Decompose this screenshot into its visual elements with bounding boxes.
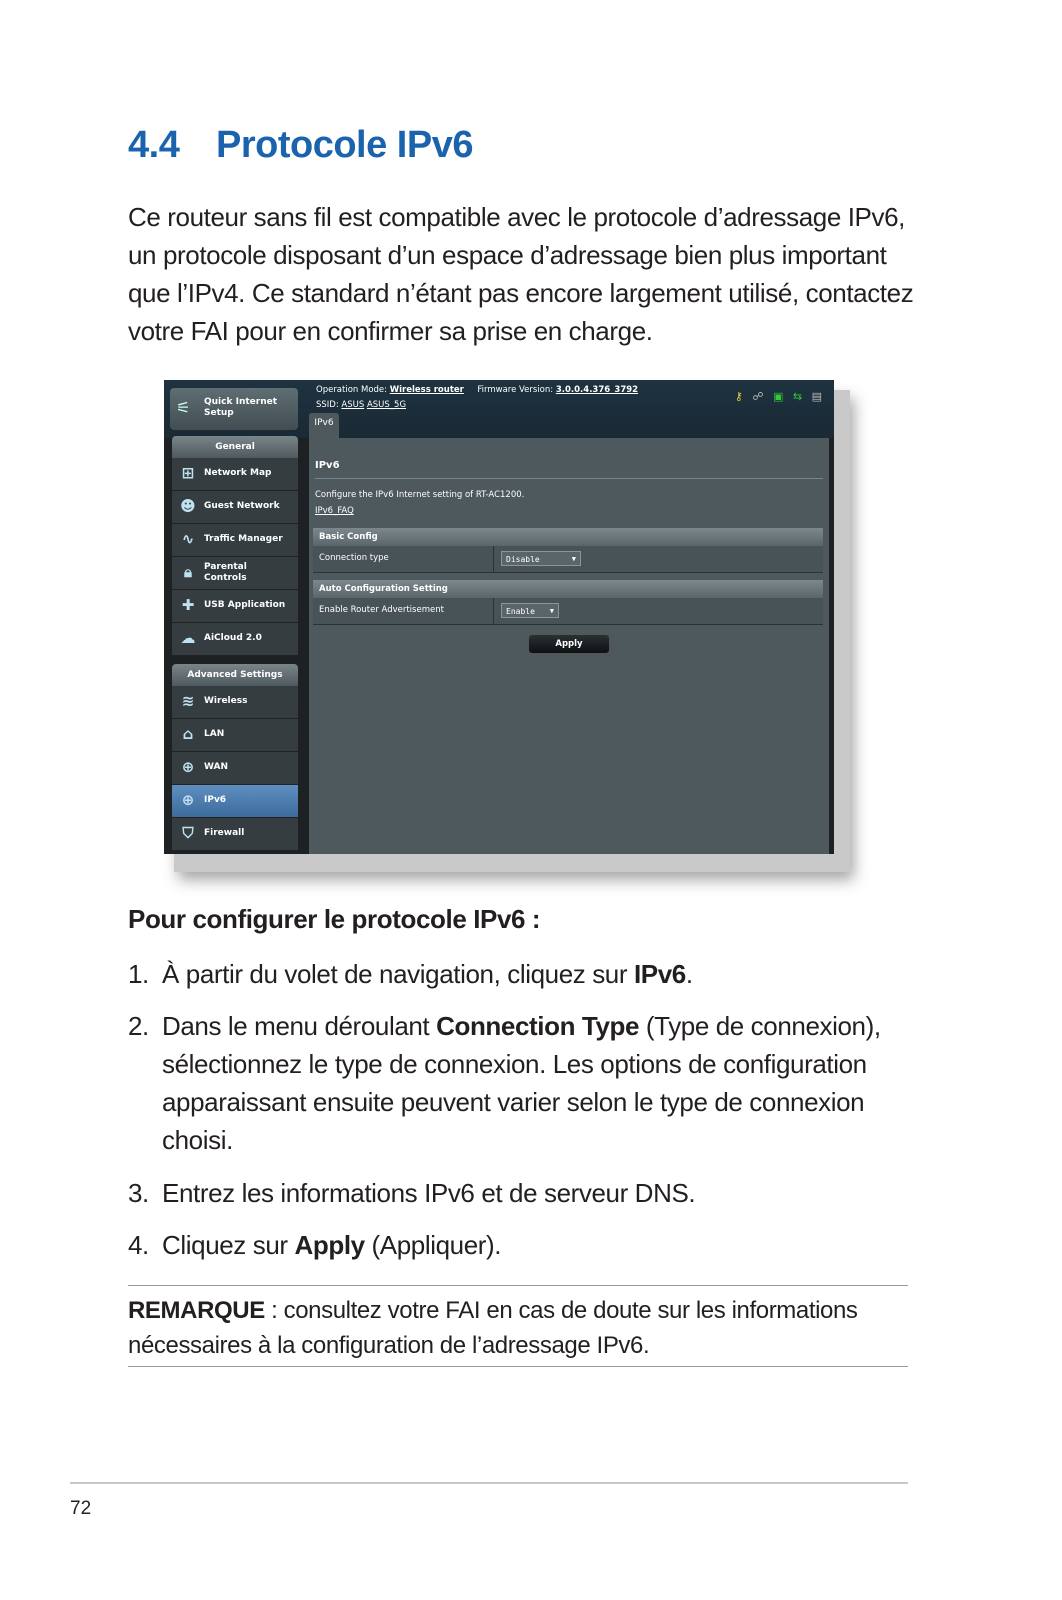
section-number: 4.4 [128, 124, 180, 166]
step-1 [128, 955, 918, 993]
globe-icon: ⊕ [181, 791, 195, 809]
menu-label: Firewall [204, 828, 245, 838]
menu-label: USB Application [204, 600, 286, 610]
step-3 [128, 1174, 918, 1212]
menu-label: Guest Network [204, 501, 280, 511]
traffic-manager-icon: ∿ [181, 530, 195, 548]
step-text: Cliquez sur [162, 1230, 295, 1260]
note-top-rule [128, 1285, 908, 1286]
wand-icon: ⚟ [176, 398, 191, 417]
router-advertisement-value: Enable [506, 607, 535, 616]
operation-mode [316, 385, 638, 395]
shield-icon: ⛉ [182, 824, 194, 842]
menu-label: Network Map [204, 468, 272, 478]
note-label: REMARQUE [128, 1297, 265, 1324]
connection-type-row [313, 546, 823, 573]
lock-icon: 🔒︎ [184, 563, 192, 581]
sidebar-item-wan[interactable] [172, 752, 298, 785]
sidebar-item-aicloud[interactable] [172, 623, 298, 656]
cloud-icon: ☁ [180, 629, 196, 647]
row-divider [493, 598, 494, 624]
ssid-2g[interactable]: ASUS [341, 400, 365, 410]
sidebar-item-firewall[interactable] [172, 818, 298, 851]
note-bottom-rule [128, 1366, 908, 1367]
wifi-icon: ≋ [181, 692, 195, 710]
connection-icon[interactable]: ▣ [772, 390, 784, 403]
panel-divider [315, 478, 823, 479]
step-text: . [685, 959, 693, 989]
menu-label: Wireless [204, 696, 248, 706]
router-screenshot [164, 380, 834, 854]
router-advertisement-row [313, 598, 823, 625]
ipv6-settings-panel [309, 438, 829, 854]
note-text: : consultez votre FAI en cas de doute sur les informations nécessaires à la configuration de l’adressage IPv6. [128, 1297, 858, 1359]
step-text: (Appliquer). [364, 1230, 502, 1260]
sidebar-item-guest-network[interactable] [172, 491, 298, 524]
step-text: Dans le menu déroulant [162, 1011, 437, 1041]
ssid-5g[interactable]: ASUS_5G [366, 400, 407, 410]
auto-configuration-header: Auto Configuration Setting [313, 580, 823, 598]
menu-label: Controls [204, 573, 247, 583]
router-advertisement-label: Enable Router Advertisement [319, 605, 444, 615]
general-header: General [172, 436, 298, 458]
connection-type-label: Connection type [319, 553, 389, 563]
page-number: 72 [70, 1498, 92, 1519]
step-number: 1. [128, 959, 149, 989]
network-map-icon: ⊞ [181, 464, 195, 482]
firmware-link[interactable]: 3.0.0.4.376_3792 [555, 385, 639, 395]
footer-rule [70, 1482, 908, 1484]
quick-internet-setup-button[interactable] [170, 388, 298, 430]
apply-button[interactable]: Apply [528, 634, 610, 654]
guest-network-icon: ☻ [180, 497, 196, 515]
section-title: Protocole IPv6 [216, 124, 473, 166]
connection-type-select[interactable] [501, 551, 581, 566]
note-box [128, 1293, 908, 1363]
key-icon[interactable]: ⚷ [734, 390, 743, 403]
menu-label: Traffic Manager [204, 534, 283, 544]
step-4 [128, 1226, 918, 1264]
menu-label: IPv6 [204, 795, 227, 805]
home-icon: ⌂ [182, 725, 194, 743]
printer-icon[interactable]: ▤ [811, 390, 822, 403]
quick-setup-line-2: Setup [204, 408, 234, 418]
ipv6-faq-link[interactable]: IPv6_FAQ [315, 506, 354, 516]
advanced-settings-header: Advanced Settings [172, 664, 298, 686]
quick-setup-line-1: Quick Internet [204, 397, 278, 407]
menu-label: AiCloud 2.0 [204, 633, 262, 643]
step-number: 3. [128, 1178, 149, 1208]
step-bold: Apply [294, 1230, 365, 1260]
panel-title: IPv6 [315, 460, 340, 471]
step-bold: Connection Type [436, 1011, 640, 1041]
menu-label: Parental [204, 562, 247, 572]
chevron-down-icon: ▼ [549, 607, 554, 615]
ssid-line [316, 400, 406, 410]
basic-config-header: Basic Config [313, 528, 823, 546]
menu-label: LAN [204, 729, 225, 739]
row-divider [493, 546, 494, 572]
operation-mode-link[interactable]: Wireless router [389, 385, 464, 395]
step-bold: IPv6 [633, 959, 686, 989]
step-text: À partir du volet de navigation, cliquez sur [162, 959, 634, 989]
status-icons [729, 390, 822, 403]
step-2 [128, 1007, 918, 1159]
chevron-down-icon: ▼ [571, 555, 576, 563]
firmware-label: Firmware Version: [477, 385, 554, 395]
operation-mode-label: Operation Mode: [316, 385, 388, 395]
step-text: Entrez les informations IPv6 et de serveur DNS. [162, 1178, 696, 1208]
intro-paragraph: Ce routeur sans fil est compatible avec le protocole d’adressage IPv6, un protocole disposant d’un espace d’adressage bien plus important que l’IPv4. Ce standard n’étant pas encore largement utilisé, contactez votre FAI pour en confirmer sa prise en charge. [128, 202, 914, 346]
step-number: 2. [128, 1011, 149, 1041]
sidebar-item-network-map[interactable] [172, 458, 298, 491]
sidebar-item-wireless[interactable] [172, 686, 298, 719]
section-heading [128, 124, 473, 167]
sidebar-item-ipv6[interactable] [172, 785, 298, 818]
menu-label: WAN [204, 762, 229, 772]
step-text: (Type de connexion), sélectionnez le type de connexion. Les options de configuration apparaissant ensuite peuvent varier selon le type de connexion choisi. [162, 1011, 881, 1155]
step-number: 4. [128, 1230, 149, 1260]
procedure-heading: Pour configurer le protocole IPv6 : [128, 904, 541, 934]
sidebar-item-usb-application[interactable] [172, 590, 298, 623]
ssid-label: SSID: [316, 400, 339, 410]
clients-icon[interactable]: ☍ [752, 390, 764, 403]
connection-type-value: Disable [506, 555, 540, 564]
router-advertisement-select[interactable] [501, 603, 559, 618]
globe-icon: ⊕ [181, 758, 195, 776]
sidebar-item-parental-controls[interactable] [172, 557, 298, 590]
panel-description: Configure the IPv6 Internet setting of RT-AC1200. [315, 490, 525, 500]
puzzle-icon: ✚ [181, 596, 195, 614]
usb-icon[interactable]: ⇆ [792, 390, 803, 403]
sidebar-item-traffic-manager[interactable] [172, 524, 298, 557]
tab-ipv6[interactable]: IPv6 [309, 413, 339, 438]
sidebar-item-lan[interactable] [172, 719, 298, 752]
